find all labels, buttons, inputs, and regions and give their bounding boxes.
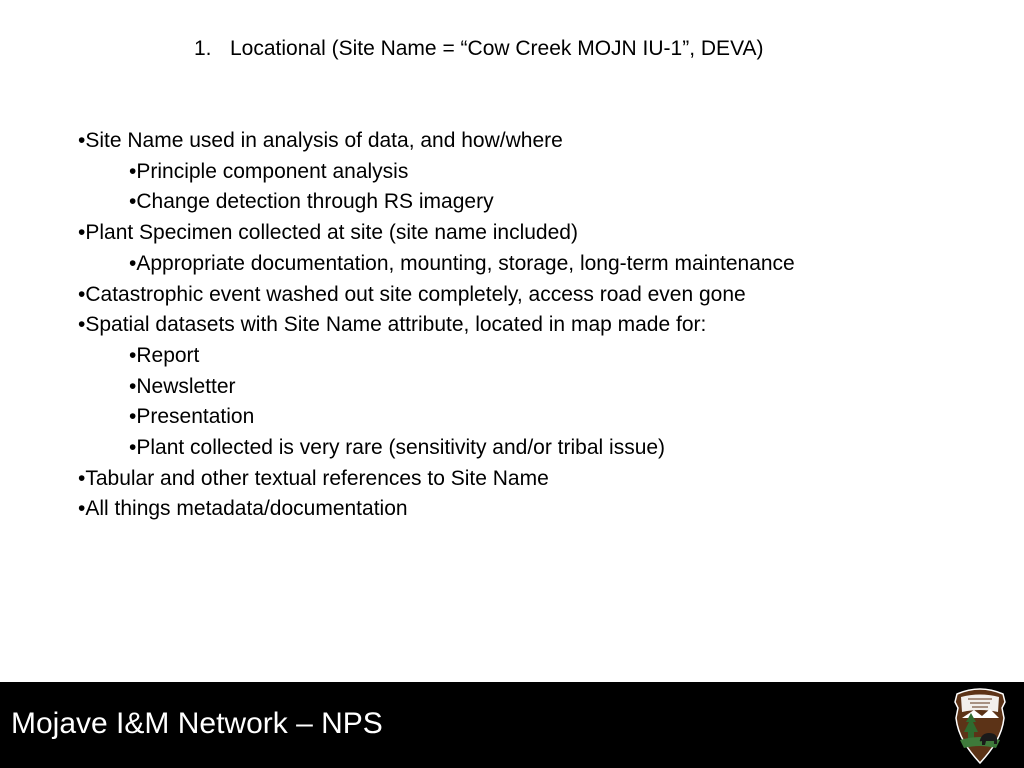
bullet-item: •Tabular and other textual references to Site Name — [78, 466, 549, 490]
footer-text: Mojave I&M Network – NPS — [11, 707, 383, 740]
slide-title — [194, 36, 764, 62]
sub-bullet-item: •Change detection through RS imagery — [129, 190, 494, 214]
bullet-item: •Site Name used in analysis of data, and how/where — [78, 129, 563, 152]
bullet-item: •Spatial datasets with Site Name attribute, located in map made for: — [78, 313, 707, 337]
bullet-item: •All things metadata/documentation — [78, 497, 408, 521]
sub-bullet-item: •Newsletter — [129, 374, 236, 398]
nps-arrowhead-icon — [952, 688, 1008, 764]
sub-bullet-item: •Report — [129, 343, 200, 367]
footer-bar — [0, 682, 1024, 768]
title-text: Locational (Site Name = “Cow Creek MOJN IU-1”, DEVA) — [230, 37, 764, 60]
sub-bullet-item: •Appropriate documentation, mounting, storage, long-term maintenance — [129, 251, 795, 275]
sub-bullet-item: •Principle component analysis — [129, 159, 409, 183]
sub-bullet-item: •Plant collected is very rare (sensitivity and/or tribal issue) — [129, 436, 666, 460]
bullet-item: •Catastrophic event washed out site completely, access road even gone — [78, 282, 746, 306]
title-number: 1. — [194, 37, 212, 60]
bullet-item: •Plant Specimen collected at site (site name included) — [78, 221, 578, 245]
bullet-list — [78, 126, 795, 525]
sub-bullet-item: •Presentation — [129, 405, 255, 429]
